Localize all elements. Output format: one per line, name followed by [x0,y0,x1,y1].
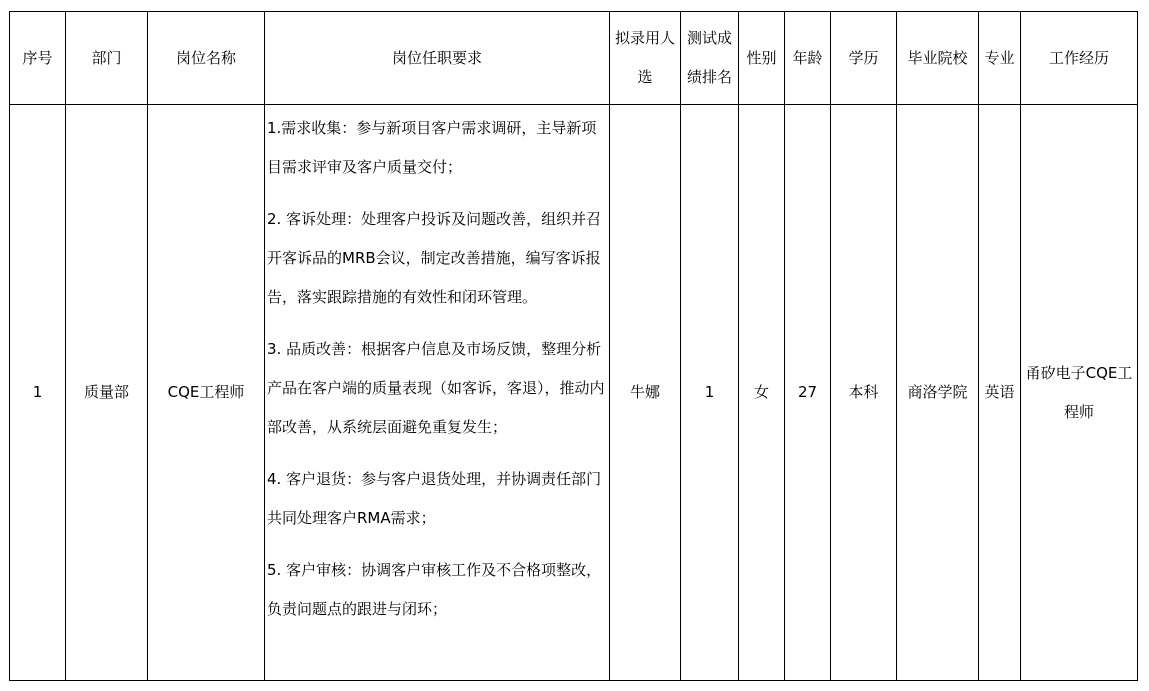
header-gender: 性别 [739,12,785,105]
header-major: 专业 [979,12,1021,105]
requirement-item: 1.需求收集：参与新项目客户需求调研，主导新项目需求评审及客户质量交付； [267,119,597,176]
cell-department: 质量部 [66,105,148,681]
cell-major: 英语 [979,105,1021,681]
requirement-item: 2. 客诉处理：处理客户投诉及问题改善，组织并召开客诉品的MRB会议，制定改善措施，编写客诉报告，落实跟踪措施的有效性和闭环管理。 [267,210,602,306]
cell-experience: 甬矽电子CQE工程师 [1021,105,1138,681]
header-position: 岗位名称 [148,12,265,105]
cell-age: 27 [785,105,831,681]
cell-education: 本科 [831,105,897,681]
requirement-item: 5. 客户审核：协调客户审核工作及不合格项整改，负责问题点的跟进与闭环； [267,561,602,618]
header-requirements: 岗位任职要求 [265,12,610,105]
cell-school: 商洛学院 [897,105,979,681]
cell-test-rank: 1 [681,105,739,681]
header-school: 毕业院校 [897,12,979,105]
table-header-row [10,12,1138,105]
requirement-item: 3. 品质改善：根据客户信息及市场反馈，整理分析产品在客户端的质量表现（如客诉，客退），推动内部改善，从系统层面避免重复发生； [267,340,605,436]
table-row [10,105,1138,681]
recruitment-table [9,11,1138,681]
cell-requirements [265,105,610,681]
cell-candidate: 牛娜 [610,105,681,681]
header-test-rank: 测试成绩排名 [681,12,739,105]
header-candidate: 拟录用人选 [610,12,681,105]
cell-seq: 1 [10,105,66,681]
header-seq: 序号 [10,12,66,105]
header-department: 部门 [66,12,148,105]
requirement-item: 4. 客户退货：参与客户退货处理，并协调责任部门共同处理客户RMA需求； [267,470,602,527]
header-experience: 工作经历 [1021,12,1138,105]
cell-gender: 女 [739,105,785,681]
cell-position: CQE工程师 [148,105,265,681]
header-age: 年龄 [785,12,831,105]
header-education: 学历 [831,12,897,105]
